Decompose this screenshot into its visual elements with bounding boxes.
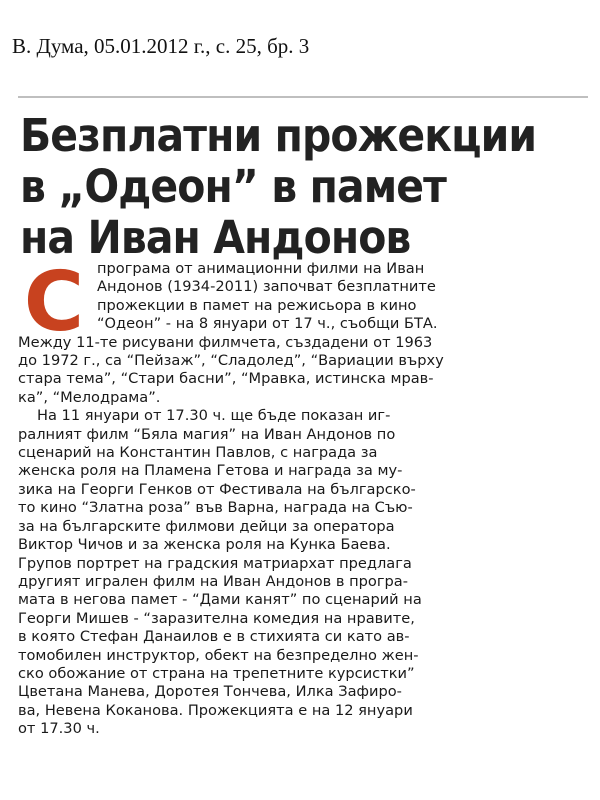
headline-line: в „Одеон” в памет (20, 160, 446, 213)
body-line: стара тема”, “Стари басни”, “Мравка, истинска мрав- (18, 370, 434, 388)
drop-cap-glyph: С (23, 266, 85, 338)
body-line: сценарий на Константин Павлов, с награда за (18, 444, 378, 462)
body-line: мата в негова памет - “Дами канят” по сценарий на (18, 591, 422, 609)
body-line: от 17.30 ч. (18, 720, 100, 738)
body-line: ка”, “Мелодрама”. (18, 388, 161, 406)
body-line: зика на Георги Генков от Фестивала на българско- (18, 480, 416, 498)
body-line: ралният филм “Бяла магия” на Иван Андонов по (18, 425, 396, 443)
source-citation: В. Дума, 05.01.2012 г., с. 25, бр. 3 (12, 34, 310, 58)
body-line: то кино “Златна роза” във Варна, награда на Съю- (18, 499, 413, 517)
body-line: Групов портрет на градския матриархат предлага (18, 554, 412, 572)
body-line: програма от анимационни филми на Иван (97, 260, 425, 277)
body-line: Цветана Манева, Доротея Тончева, Илка Зафиро- (18, 683, 402, 701)
headline-line: Безплатни прожекции (20, 109, 537, 162)
body-line: “Одеон” - на 8 януари от 17 ч., съобщи БТА. (97, 315, 438, 333)
article-headline (20, 110, 535, 263)
body-line: до 1972 г., са “Пейзаж”, “Сладолед”, “Вариации върху (18, 352, 444, 370)
body-line: в която Стефан Данаилов е в стихията си като ав- (18, 628, 410, 646)
clipping-edge (18, 96, 588, 98)
body-line: другият игрален филм на Иван Андонов в програ- (18, 572, 408, 590)
body-line: ва, Невена Коканова. Прожекцията е на 12 януари (18, 701, 413, 719)
body-line: женска роля на Пламена Гетова и награда за му- (18, 462, 403, 480)
body-line: Между 11-те рисувани филмчета, създадени от 1963 (18, 333, 433, 351)
body-line: Андонов (1934-2011) започват безплатните (97, 278, 436, 296)
body-line: Георги Мишев - “заразителна комедия на нравите, (18, 609, 415, 627)
article-body (18, 260, 583, 739)
body-line: Виктор Чичов и за женска роля на Кунка Баева. (18, 536, 391, 554)
body-line: прожекции в памет на режисьора в кино (97, 296, 417, 314)
body-line: ско обожание от страна на трепетните курсистки” (18, 664, 415, 682)
body-line: за на българските филмови дейци за оператора (18, 517, 395, 535)
body-line: На 11 януари от 17.30 ч. ще бъде показан иг- (37, 407, 391, 425)
body-line: томобилен инструктор, обект на безпределно жен- (18, 646, 419, 664)
newspaper-clipping (18, 96, 588, 796)
headline-line: на Иван Андонов (20, 211, 411, 264)
